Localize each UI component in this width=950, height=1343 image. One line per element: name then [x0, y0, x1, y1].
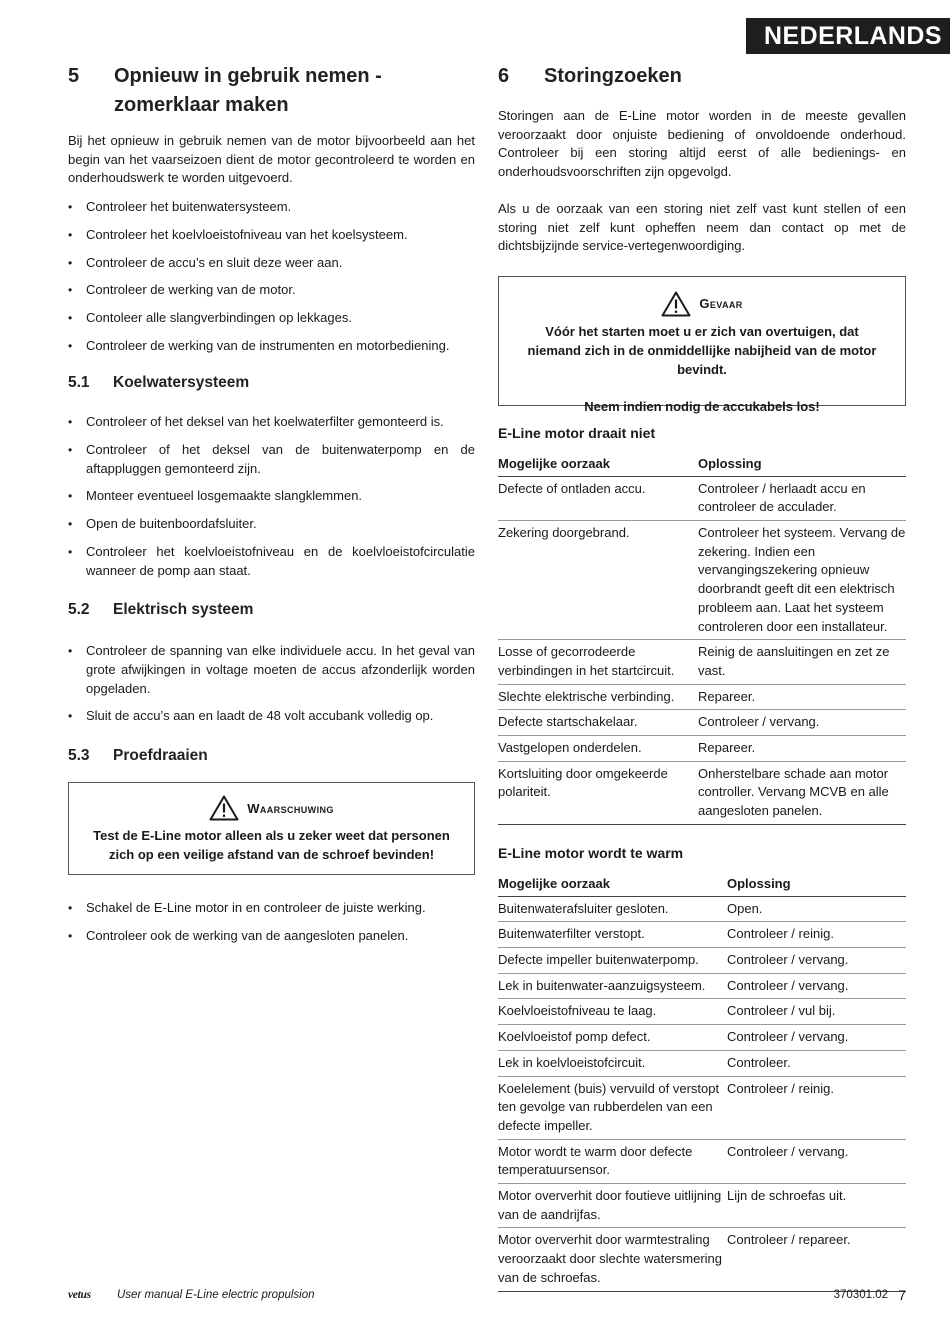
table-row — [498, 1139, 906, 1183]
cause-cell: Koelvloeistof pomp defect. — [498, 1025, 727, 1051]
solution-cell: Controleer / vervang. — [727, 947, 906, 973]
table-row — [498, 896, 906, 922]
column-header-solution: Oplossing — [698, 455, 906, 476]
warning-text: Test de E-Line motor alleen als u zeker weet dat personen zich op een veilige afstand van de schroef bevinden! — [93, 828, 450, 863]
danger-text: Vóór het starten moet u er zich van overtuigen, dat niemand zich in de onmiddellijke nabijheid van de motor bevindt. — [527, 323, 877, 377]
column-header-solution: Oplossing — [727, 875, 906, 896]
cause-cell: Losse of gecorrodeerde verbindingen in het startcircuit. — [498, 640, 698, 684]
vetus-logo: vetus — [68, 1289, 91, 1301]
cause-cell: Motor oververhit door warmtestraling veroorzaakt door slechte watersmering van de schroefas. — [498, 1228, 727, 1291]
table-row — [498, 521, 906, 640]
cause-cell: Vastgelopen onderdelen. — [498, 736, 698, 762]
column-header-cause: Mogelijke oorzaak — [498, 875, 727, 896]
section-number: 5.2 — [68, 601, 90, 619]
list-item: • Controleer het koelvloeistofniveau van het koelsysteem. — [68, 226, 475, 245]
table-row — [498, 1228, 906, 1291]
page-footer — [68, 1288, 906, 1306]
section-5-2-heading — [68, 600, 475, 620]
table-row — [498, 973, 906, 999]
table-row — [498, 947, 906, 973]
cause-cell: Koelvloeistofniveau te laag. — [498, 999, 727, 1025]
table-row — [498, 1050, 906, 1076]
section-5-3-bullets — [68, 899, 475, 945]
list-item: • Controleer ook de werking van de aangesloten panelen. — [68, 927, 475, 946]
table-motor-not-running — [498, 455, 906, 825]
list-item: • Controleer de werking van de instrumenten en motorbediening. — [68, 337, 475, 356]
cause-cell: Defecte impeller buitenwaterpomp. — [498, 947, 727, 973]
section-5-3-heading — [68, 746, 475, 766]
table-row — [498, 999, 906, 1025]
language-tab: NEDERLANDS — [746, 18, 950, 54]
table-row — [498, 1184, 906, 1228]
warning-label: Waarschuwing — [247, 800, 334, 816]
solution-cell: Controleer / herlaadt accu en controleer de acculader. — [698, 476, 906, 520]
solution-cell: Controleer het systeem. Vervang de zekering. Indien een vervangingszekering opnieuw doorbrandt geeft dit een elektrisch probleem aan. Laat het systeem controleren door een installateur. — [698, 521, 906, 640]
table-row — [498, 476, 906, 520]
cause-cell: Defecte of ontladen accu. — [498, 476, 698, 520]
section-number: 5.3 — [68, 747, 90, 765]
danger-text-2: Neem indien nodig de accukabels los! — [584, 398, 820, 414]
section-5-bullets — [68, 198, 475, 355]
solution-cell: Controleer / repareer. — [727, 1228, 906, 1291]
document-code: 370301.02 — [833, 1289, 888, 1301]
section-5-intro: Bij het opnieuw in gebruik nemen van de motor bijvoorbeeld aan het begin van het vaarseizoen dient de motor gecontroleerd te worden en onderhoudswerk te worden uitgevoerd. — [68, 133, 475, 186]
table-row — [498, 640, 906, 684]
list-item: • Controleer de spanning van elke individuele accu. In het geval van grote afwijkingen in voltage moeten de accus afzonderlijk worden opgeladen. — [68, 642, 475, 698]
warning-header — [87, 794, 456, 822]
table-row — [498, 736, 906, 762]
cause-cell: Buitenwaterfilter verstopt. — [498, 922, 727, 948]
section-number: 5.1 — [68, 374, 90, 392]
page-number: 7 — [898, 1287, 906, 1303]
table-row — [498, 1076, 906, 1139]
solution-cell: Controleer / vervang. — [727, 1139, 906, 1183]
table-row — [498, 684, 906, 710]
table-row — [498, 1025, 906, 1051]
cause-cell: Zekering doorgebrand. — [498, 521, 698, 640]
solution-cell: Repareer. — [698, 736, 906, 762]
list-item: • Contoleer alle slangverbindingen op lekkages. — [68, 309, 475, 328]
solution-cell: Open. — [727, 896, 906, 922]
table-row — [498, 761, 906, 824]
cause-cell: Motor wordt te warm door defecte temperatuursensor. — [498, 1139, 727, 1183]
list-item: • Controleer de accu’s en sluit deze weer aan. — [68, 254, 475, 273]
table-motor-overheating — [498, 875, 906, 1292]
table-header-row — [498, 455, 906, 476]
warning-triangle-icon — [209, 795, 239, 821]
solution-cell: Controleer / vervang. — [727, 973, 906, 999]
left-column — [68, 62, 475, 954]
section-number: 5 — [68, 65, 80, 87]
solution-cell: Controleer / reinig. — [727, 922, 906, 948]
cause-cell: Kortsluiting door omgekeerde polariteit. — [498, 761, 698, 824]
table-header-row — [498, 875, 906, 896]
list-item: • Schakel de E-Line motor in en controleer de juiste werking. — [68, 899, 475, 918]
section-title: Koelwatersysteem — [113, 374, 250, 392]
solution-cell: Controleer / reinig. — [727, 1076, 906, 1139]
cause-cell: Defecte startschakelaar. — [498, 710, 698, 736]
section-title — [114, 62, 475, 120]
list-item: • Controleer het buitenwatersysteem. — [68, 198, 475, 217]
section-5-heading — [68, 62, 475, 120]
title-line-2: zomerklaar maken — [114, 94, 289, 116]
list-item: • Controleer of het deksel van het koelwaterfilter gemonteerd is. — [68, 413, 475, 432]
cause-cell: Koelelement (buis) vervuild of verstopt ten gevolge van rubberdelen van een defecte impeller. — [498, 1076, 727, 1139]
section-title: Proefdraaien — [113, 747, 208, 765]
cause-cell: Slechte elektrische verbinding. — [498, 684, 698, 710]
cause-cell: Lek in buitenwater-aanzuigsysteem. — [498, 973, 727, 999]
table-row — [498, 710, 906, 736]
title-line-1: Opnieuw in gebruik nemen - — [114, 65, 382, 87]
table-1-title: E-Line motor draait niet — [498, 424, 656, 441]
section-6-heading — [498, 62, 906, 91]
section-title: Storingzoeken — [544, 65, 682, 87]
section-5-1-bullets — [68, 413, 475, 580]
cause-cell: Motor oververhit door foutieve uitlijning van de aandrijfas. — [498, 1184, 727, 1228]
solution-cell: Controleer / vul bij. — [727, 999, 906, 1025]
section-number: 6 — [498, 65, 510, 87]
danger-box — [498, 276, 906, 414]
right-column — [498, 62, 906, 1292]
column-header-cause: Mogelijke oorzaak — [498, 455, 698, 476]
section-6-para-1: Storingen aan de E-Line motor worden in de meeste gevallen veroorzaakt door onjuiste bediening of onvoldoende onderhoud. Controleer bij een storing altijd eerst of alle bedienings- en onderhoudsvoorschriften zijn opgevolgd. — [498, 108, 906, 180]
danger-header — [517, 290, 887, 318]
list-item: • Sluit de accu’s aan en laadt de 48 volt accubank volledig op. — [68, 707, 475, 726]
table-2-title: E-Line motor wordt te warm — [498, 844, 684, 861]
danger-label: Gevaar — [699, 296, 743, 312]
solution-cell: Onherstelbare schade aan motor controller. Vervang MCVB en alle aangesloten panelen. — [698, 761, 906, 824]
list-item: • Open de buitenboordafsluiter. — [68, 515, 475, 534]
cause-cell: Buitenwaterafsluiter gesloten. — [498, 896, 727, 922]
solution-cell: Reinig de aansluitingen en zet ze vast. — [698, 640, 906, 684]
warning-box — [68, 782, 475, 875]
table-row — [498, 922, 906, 948]
solution-cell: Controleer / vervang. — [698, 710, 906, 736]
solution-cell: Repareer. — [698, 684, 906, 710]
list-item: • Controleer de werking van de motor. — [68, 281, 475, 300]
section-6-para-2: Als u de oorzaak van een storing niet zelf vast kunt stellen of een storing niet zelf kunt opheffen neem dan contact op met de dichtsbijzijnde service-vertegenwoordiging. — [498, 200, 906, 254]
list-item: • Controleer het koelvloeistofniveau en de koelvloeistofcirculatie wanneer de pomp aan staat. — [68, 543, 475, 580]
section-5-2-bullets — [68, 642, 475, 726]
list-item: • Controleer of het deksel van de buitenwaterpomp en de aftappluggen gemonteerd zijn. — [68, 441, 475, 478]
cause-cell: Lek in koelvloeistofcircuit. — [498, 1050, 727, 1076]
section-title: Elektrisch systeem — [113, 601, 254, 619]
solution-cell: Lijn de schroefas uit. — [727, 1184, 906, 1228]
list-item: • Monteer eventueel losgemaakte slangklemmen. — [68, 487, 475, 506]
warning-triangle-icon — [661, 291, 691, 317]
solution-cell: Controleer / vervang. — [727, 1025, 906, 1051]
section-5-1-heading — [68, 373, 475, 393]
document-title: User manual E-Line electric propulsion — [117, 1289, 315, 1301]
solution-cell: Controleer. — [727, 1050, 906, 1076]
